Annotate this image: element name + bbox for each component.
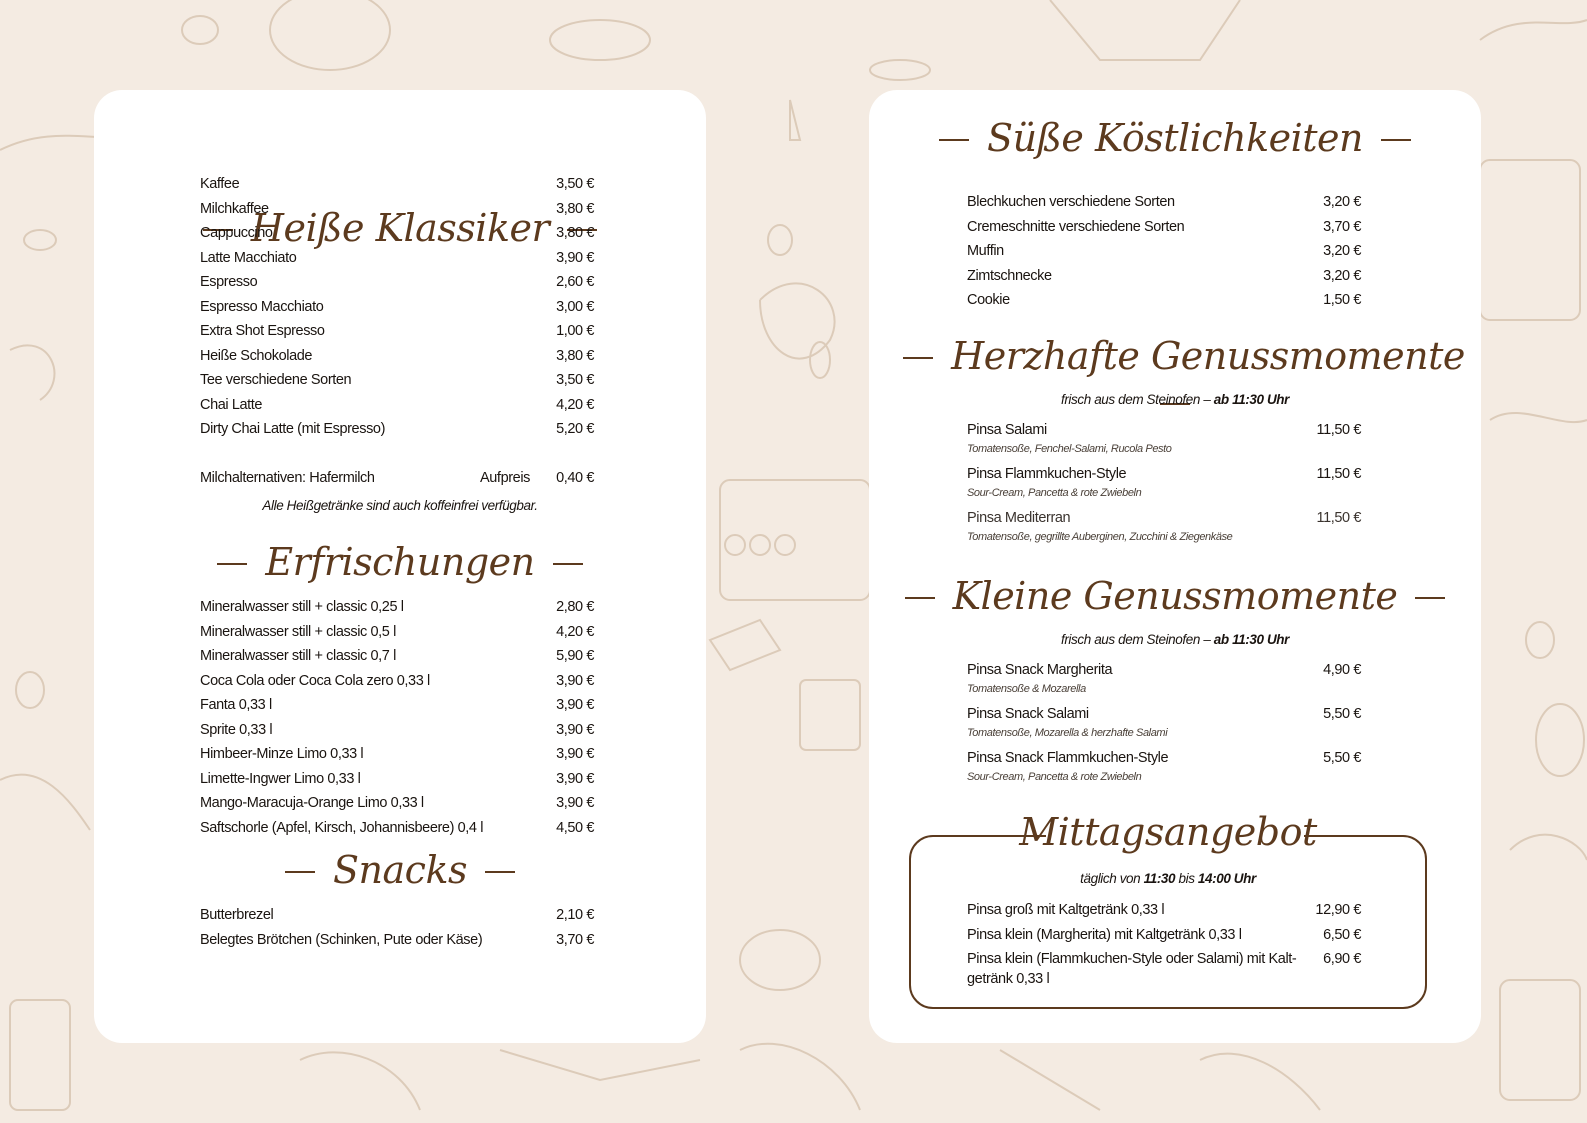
section-title-herzhafte: Herzhafte Genussmomente — [869, 333, 1481, 379]
menu-item: Blechkuchen verschiedene Sorten 3,20 € — [967, 194, 1361, 210]
snacks-list — [200, 903, 594, 952]
heisse-klassiker-list — [200, 172, 594, 490]
menu-item: Sprite 0,33 l 3,90 € — [200, 721, 594, 738]
menu-item: Mango-Maracuja-Orange Limo 0,33 l 3,90 € — [200, 795, 594, 811]
menu-item: Butterbrezel 2,10 € — [200, 907, 594, 923]
menu-item: Cappuccino 3,80 € — [200, 225, 594, 241]
section-title-kleine: Kleine Genussmomente — [869, 573, 1481, 619]
suesse-list — [967, 190, 1361, 313]
section-title-heisse-klassiker: Heiße Klassiker — [94, 205, 706, 251]
oven-note: frisch aus dem Steinofen – ab 11:30 Uhr — [1060, 632, 1290, 647]
milk-alternative-row: Milchalternativen: Hafermilch Aufpreis 0,40 € — [200, 469, 594, 486]
menu-item: Himbeer-Minze Limo 0,33 l 3,90 € — [200, 746, 594, 762]
lunch-list — [967, 898, 1361, 989]
herzhafte-list — [967, 419, 1361, 551]
menu-item: Cremeschnitte verschiedene Sorten 3,70 € — [967, 218, 1361, 235]
kleine-list — [967, 659, 1361, 791]
menu-item: Limette-Ingwer Limo 0,33 l 3,90 € — [200, 770, 594, 787]
menu-item: Kaffee 3,50 € — [200, 176, 594, 192]
menu-panel-left — [94, 90, 706, 1043]
menu-item: Zimtschnecke 3,20 € — [967, 267, 1361, 284]
section-title-erfrischungen: Erfrischungen — [94, 539, 706, 585]
lunch-offer-box — [909, 810, 1427, 1009]
menu-item: Coca Cola oder Coca Cola zero 0,33 l 3,90 € — [200, 672, 594, 689]
menu-item: Pinsa Salami 11,50 € Tomatensoße, Fenchel-Salami, Rucola Pesto — [967, 422, 1361, 455]
menu-item: Milchkaffee 3,80 € — [200, 200, 594, 217]
menu-item: Pinsa klein (Margherita) mit Kaltgetränk 0,33 l 6,50 € — [967, 926, 1361, 943]
menu-item: Pinsa Snack Salami 5,50 € Tomatensoße, Mozarella & herzhafte Salami — [967, 706, 1361, 739]
section-title-suesse: Süße Köstlichkeiten — [869, 115, 1481, 161]
erfrischungen-list — [200, 595, 594, 840]
lunch-hours-note: täglich von 11:30 bis 14:00 Uhr — [1080, 871, 1256, 886]
menu-item: Pinsa Flammkuchen-Style 11,50 € Sour-Cream, Pancetta & rote Zwiebeln — [967, 466, 1361, 499]
menu-item: Pinsa groß mit Kaltgetränk 0,33 l 12,90 € — [967, 902, 1361, 918]
menu-item: Fanta 0,33 l 3,90 € — [200, 697, 594, 713]
menu-item: Saftschorle (Apfel, Kirsch, Johannisbeere) 0,4 l 4,50 € — [200, 819, 594, 836]
menu-item: Pinsa klein (Flammkuchen-Style oder Salami) mit Kalt-getränk 0,33 l 6,90 € — [967, 951, 1361, 987]
title-dash — [939, 139, 969, 141]
menu-item: Heiße Schokolade 3,80 € — [200, 347, 594, 364]
menu-item: Tee verschiedene Sorten 3,50 € — [200, 372, 594, 388]
menu-item: Chai Latte 4,20 € — [200, 396, 594, 413]
menu-item: Pinsa Snack Margherita 4,90 € Tomatensoße & Mozarella — [967, 662, 1361, 695]
menu-item: Extra Shot Espresso 1,00 € — [200, 323, 594, 339]
title-dash — [1381, 139, 1411, 141]
menu-item: Mineralwasser still + classic 0,25 l 2,80 € — [200, 599, 594, 615]
menu-item: Belegtes Brötchen (Schinken, Pute oder Käse) 3,70 € — [200, 931, 594, 948]
title-dash — [905, 597, 935, 599]
title-dash — [485, 871, 515, 873]
menu-panel-right — [869, 90, 1481, 1043]
menu-item: Mineralwasser still + classic 0,7 l 5,90 € — [200, 648, 594, 664]
oven-note: frisch aus dem Steinofen – ab 11:30 Uhr — [1060, 392, 1290, 407]
title-dash — [903, 357, 933, 359]
menu-item: Mineralwasser still + classic 0,5 l 4,20 € — [200, 623, 594, 640]
menu-item: Pinsa Snack Flammkuchen-Style 5,50 € Sour-Cream, Pancetta & rote Zwiebeln — [967, 750, 1361, 783]
title-dash — [1415, 597, 1445, 599]
section-title-mittag: Mittagsangebot — [1019, 810, 1317, 854]
menu-item: Espresso 2,60 € — [200, 274, 594, 290]
menu-item: Muffin 3,20 € — [967, 243, 1361, 259]
menu-item: Latte Macchiato 3,90 € — [200, 249, 594, 266]
section-title-snacks: Snacks — [94, 847, 706, 893]
decaf-note: Alle Heißgetränke sind auch koffeinfrei verfügbar. — [262, 498, 538, 513]
menu-item: Cookie 1,50 € — [967, 292, 1361, 308]
menu-item: Pinsa Mediterran 11,50 € Tomatensoße, gegrillte Auberginen, Zucchini & Ziegenkäse — [967, 510, 1361, 543]
menu-item: Dirty Chai Latte (mit Espresso) 5,20 € — [200, 421, 594, 437]
title-dash — [285, 871, 315, 873]
menu-item: Espresso Macchiato 3,00 € — [200, 298, 594, 315]
title-dash — [553, 563, 583, 565]
title-dash — [217, 563, 247, 565]
